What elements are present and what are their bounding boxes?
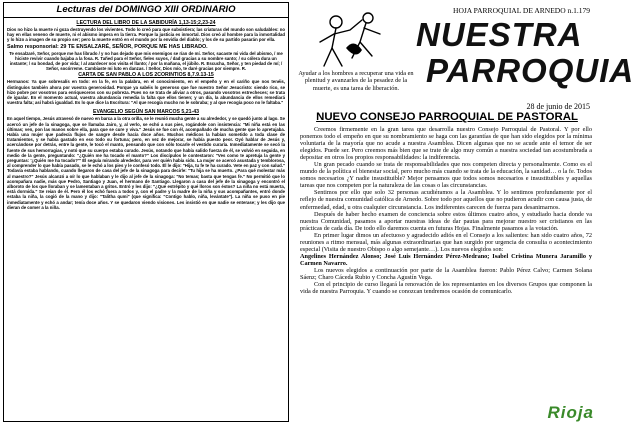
gospel-text: En aquel tiempo, Jesús atravesó de nuevo en barca a la otra orilla, se le reunió mucha gente a su alrededor, y se quedó junto al lago. Se acercó un jefe de la sinagoga, que se llamaba Jairo, y, al verlo, se echó a sus pies, rogándole con insistencia: "Mi niña está en las últimas; ven, pon las manos sobre ella, para que se cure y viva." Jesús se fue con él, acompañado de mucha gente que lo apretujaba. Había una mujer que padecía flujos de sangre desde hacía doce años. Muchos médicos la habían sometido a toda clase de tratamientos, y se había gastado en eso todo su fortuna; pero, en vez de mejorar, se había puesto peor. Oyó hablar de Jesús y, acercándose por detrás, entre la gente, le tocó el manto, pensando que con sólo tocarle el vestido curaría. Inmediatamente se secó la fuente de sus hemorragias, y notó que su cuerpo estaba curado. Jesús, notando que había salido fuerza de él, se volvió en seguida, en medio de la gente, preguntando: "¿Quién me ha tocado el manto?" Los discípulos le contestaron: "Ves como te apretuja la gente y preguntas: '¿Quién me ha tocado?'" Él seguía mirando alrededor, para ver quién había sido. La mujer se acercó asustada y temblorosa, al comprender lo que había pasado, se le echó a los pies y le confesó todo. Él le dijo: "Hija, tu fe te ha curado. Vete en paz y con salud." Todavía estaba hablando, cuando llegaron de casa del jefe de la sinagoga para decirle: "Tu hija se ha muerto. ¿Para qué molestar más al maestro?" Jesús alcanzó a oír lo que hablaban y le dijo al jefe de la sinagoga: "No temas; basta que tengas fe." No permitió que lo acompañara nadie, más que Pedro, Santiago y Juan, el hermano de Santiago. Llegaron a casa del jefe de la sinagoga y encontró el alboroto de los que lloraban y se lamentaban a gritos. Entró y les dijo: "¿Qué estrépito y qué lloros son éstos? La niña no está muerta, está dormida." Se reían de él. Pero él los echó fuera a todos y, con el padre y la madre de la niña y sus acompañantes, entró donde estaba la niña, la cogió de la mano y dijo: "Talitha qumi" (que significa: "Contigo hablo, niña, levántate"). La niña se puso en pie inmediatamente y echó a andar; tenía doce años. Y se quedaron viendo visiones. Les insistió en que nadie se enterase; y les dijo que dieran de comer a la niña. (7, 116, 285, 210)
psalm-text: Te ensalzaré, Señor, porque me has librado / y no has dejado que mis enemigos se rían de mí. Señor, sacaste mi vida del abismo, / me hiciste revivir cuando bajaba a la fosa. R. Tañed para el Señor, fieles suyos, / dad gracias a su nombre santo; / su cólera dura un instante; / su bondad, de por vida; / al atardecer nos visita el llanto; / por la mañana, el júbilo. R. Escucha, Señor, y ten piedad de mí; / Señor, socórreme. Cambiaste mi luto en danzas. / Señor, Dios mío, te daré gracias por siempre. R. (9, 50, 283, 72)
reading1-title: LECTURA DEL LIBRO DE LA SABIDURÍA 1,13-15;2,23-24 (76, 20, 216, 26)
readings-column (3, 2, 289, 422)
elected-names: Angelines Hernández Alonso; José Luis Hernández Pérez-Medrano; Isabel Cristina Munera Jaramillo y Carmen Navarro. (300, 252, 592, 267)
reading2-title: CARTA DE SAN PABLO A LOS 2CORINTIOS 8,7.9.13-15 (78, 72, 214, 79)
readings-header: Lecturas del DOMINGO XIII ORDINARIO (4, 3, 288, 18)
psalm-title: Salmo responsorial: 29 TE ENSALZARÉ, SEÑOR, PORQUE ME HAS LIBRADO. (7, 43, 208, 50)
quote-text: Ayudar a los hombres a recuperar una vida en plenitud y avanzarles de la pesadez de la muerte, es una tarea de liberación. (298, 70, 414, 92)
reading1-text: Dios no hizo la muerte ni goza destruyendo los vivientes. Todo lo creó para que subsistiera; las criaturas del mundo son saludables: no hay en ellas veneno de muerte, ni el abismo impera en la tierra. Porque la justicia es inmortal. Dios creó al hombre para la inmortalidad y lo hizo a imagen de su propio ser; pero la muerte entró en el mundo por la envidia del diablo; y los de su partido pasarán por ella. (7, 27, 285, 43)
article-paragraph: En primer lugar dimos un afectuoso y agradecido adiós en el Consejo a los salientes: han sido cuatro años, 72 reuniones a ritmo mensual, más algunas extraordinarias que han surgido por urgencia de consulta o acontecimiento especial (Visita de nuestro Obispo o algo semejante…). Los nuevos elegidos son: (300, 231, 592, 253)
gospel-title: EVANGELIO SEGÚN SAN MARCOS 5,21-43 (93, 109, 199, 116)
bulletin-column (296, 0, 634, 427)
masthead-nuestra: NUESTRA (416, 16, 583, 53)
article-paragraph: Creemos firmemente en la gran tarea que desarrolla nuestro Consejo Parroquial de Pastoral. Y por ello ponemos todo el empeño en que su nombramiento se haga con las garantías de que han sido elegidos por la mínima voluntaria de la mayoría que no acude a nuestra Asamblea. Dicen algunas que no se acude ante el temor de ser elegidos. Puede ser. Pero creemos más bien que se trate de algo muy común a nuestra sociedad tan acostumbrada a depositar en otros los propios responsabilidades: la indiferencia. (300, 126, 592, 162)
article-paragraph: Un gran pecado cuando se trata de responsabilidades que nos competen directa y personalmente. Como es el mundo de la política el bienestar social, pero mucho más cuando se trata de la educación, la sanidad… o la fe. Todos somos necesarios ¿Y nadie insustituible? Mejor pensamos que todos somos necesarios e insustituibles y aquellas tareas que nos competen por la naturaleza de las cosas o las circunstancias. (300, 161, 592, 190)
article-body (300, 126, 592, 422)
article-paragraph: Sentimos por ello que solo 32 personas acudiéramos a la Asamblea. Y lo sentimos profundamente por el reflejo de nuestra comunidad católica de Arnedo. Sobre todo por aquellos que no pudieron acudir con causa justa, de enfermedad, edad, u otra cualquier circunstancia. Los indiferentes carecen de fuerza para desanimarnos. (300, 189, 592, 211)
article-paragraph: Después de haber hecho examen de conciencia sobre estos últimos cuatro años, y estudiado hacia donde va nuestra Comunidad, pasamos a aportar nuestras ideas de dar pautas para mejorar nuestro ser cristianos en las prácticas de cada día. De todo ello daremos cuenta en futuras Hojas. Finalmente pasamos a la votación. (300, 210, 592, 232)
masthead-parroquia: PARROQUIA (426, 52, 634, 89)
bulletin-number: HOJA PARROQUIAL DE ARNEDO n.1.179 (453, 6, 590, 15)
reading2-text: Hermanos: Ya que sobresalís en todo: en la fe, en la palabra, en el conocimiento, en el empeño y en el cariño que nos tenéis, distinguíos también ahora por vuestra generosidad. Porque ya sabéis lo generoso que fue nuestro Señor Jesucristo: siendo rico, se hizo pobre por vosotros para enriqueceros con su pobreza. Pues no se trata de aliviar a otros, pasando vosotros estrecheces; se trata de igualar. En el momento actual, vuestra abundancia remedia la falta que ellos tienen; y un día, la abundancia de ellos remediará vuestra falta; así habrá igualdad. Es lo que dice la Escritura: "Al que recogía mucho no le sobraba; y al que recogía poco no le faltaba." (7, 79, 285, 106)
article-title: NUEVO CONSEJO PARROQUIAL DE PASTORAL (316, 111, 578, 123)
issue-date: 28 de junio de 2015 (526, 102, 590, 111)
article-paragraph: Los nuevos elegidos a continuación por parte de la Asamblea fueron: Pablo Pérez Calvo; Carmen Solana Sáenz; Charo Cáceda Rubio y Concha Agustín Vega. (300, 266, 592, 281)
people-illustration-icon (302, 8, 410, 108)
article-paragraph: Con el principio de curso llegará la renovación de los representantes en los diversos Grupos que componen la vida de nuestra Parroquia. Y cuando se conozcan tendremos ocasión de comunicarlo. (300, 281, 592, 296)
rioja-logo: Rioja (547, 403, 594, 422)
